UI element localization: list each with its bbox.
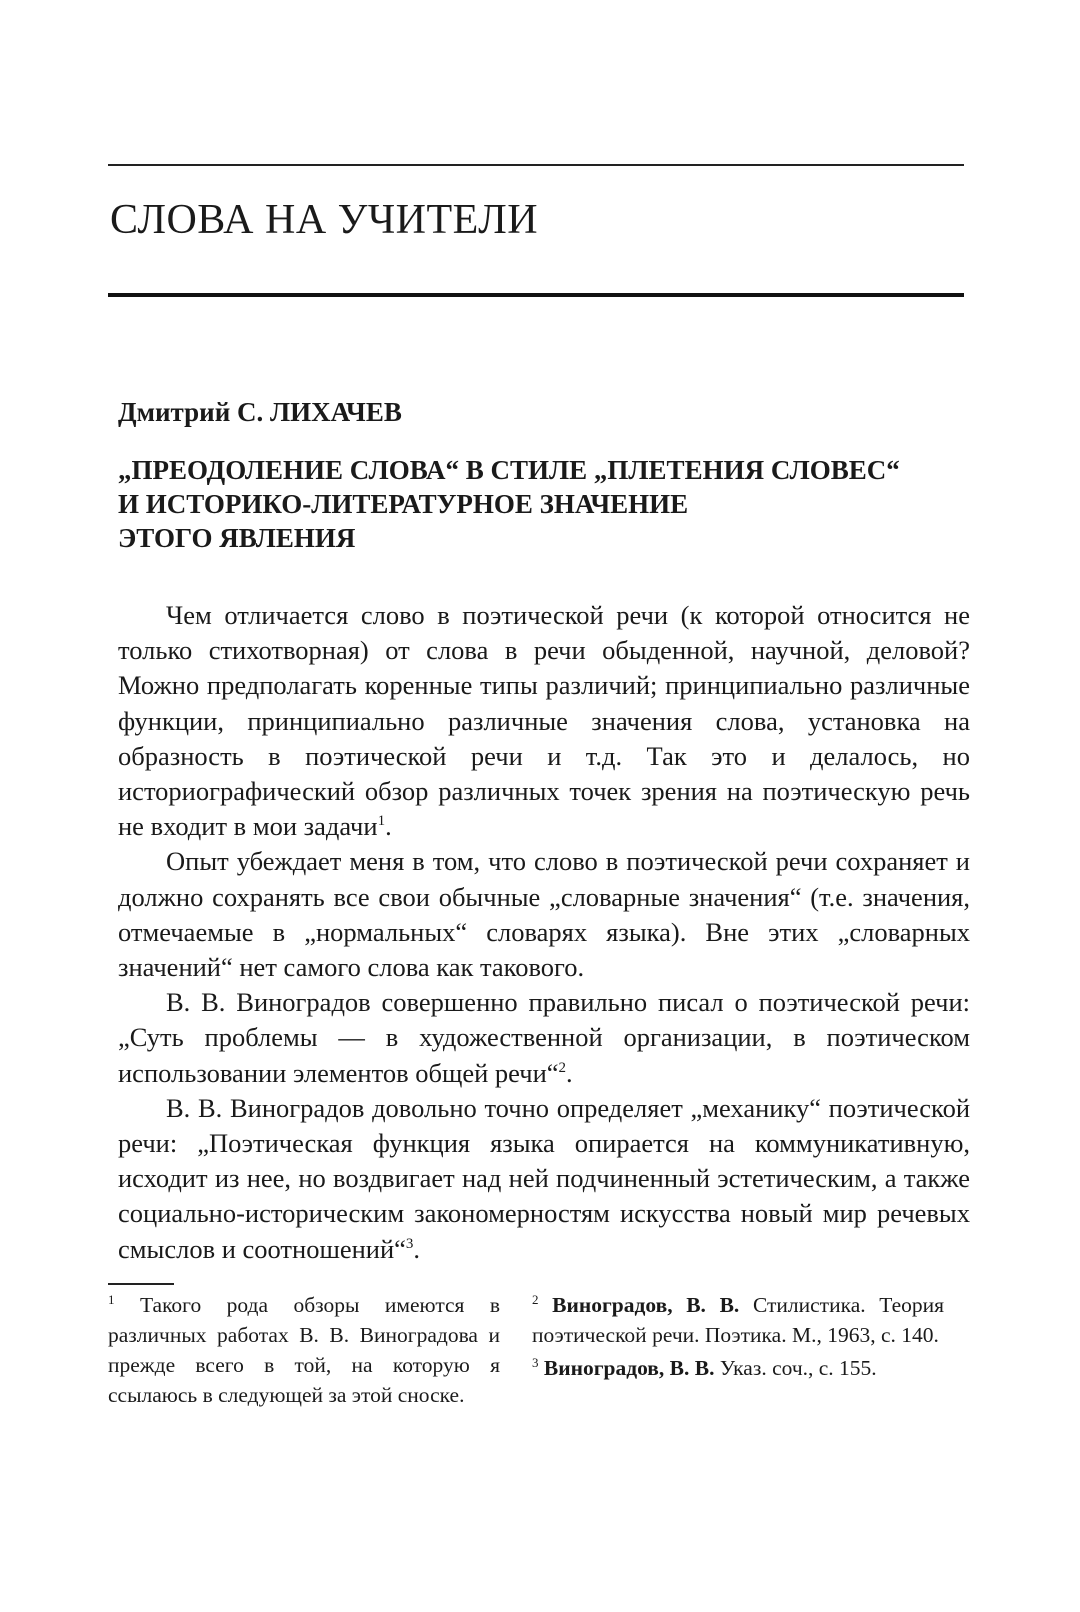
paragraph-text: Опыт убеждает меня в том, что слово в поэтической речи сохраняет и должно сохранять все свои обычные „словарные значения“ (т.е. значения, отмечаемые в „нормальных“ словарях языка). Вне этих „словарных значений“ нет самого слова как такового. xyxy=(118,846,970,983)
footnote-author: Виноградов, В. В. xyxy=(543,1356,715,1380)
footnote-number: 3 xyxy=(532,1354,539,1370)
paragraph xyxy=(118,598,970,844)
section-title: СЛОВА НА УЧИТЕЛИ xyxy=(110,197,539,243)
paragraph-text: В. В. Виноградов довольно точно определяет „механику“ поэтической речи: „Поэтическая функция языка опирается на коммуникативную, исходит из нее, но воздвигает над ней подчиненный эстетическим, а также социально-историческим закономерностям искусства новый мир речевых смыслов и соотношений“ xyxy=(118,1092,970,1264)
footnote-text: Такого рода обзоры имеются в различных работах В. В. Виноградова и прежде всего в той, на которую я ссылаюсь в следующей за этой сноске. xyxy=(108,1293,500,1407)
footnote xyxy=(532,1353,944,1383)
footnote-text: Стилистика. Теория поэтической речи. Поэтика. М., 1963, с. 140. xyxy=(532,1293,945,1347)
article-title xyxy=(118,453,978,555)
footnote-ref: 3 xyxy=(405,1235,414,1252)
paragraph xyxy=(118,985,970,1091)
footnote-rule xyxy=(108,1283,174,1285)
footnotes-column-right xyxy=(532,1290,944,1386)
footnote-number: 1 xyxy=(108,1291,115,1307)
footnotes-column-left xyxy=(108,1290,500,1413)
article-author: Дмитрий С. ЛИХАЧЕВ xyxy=(118,397,402,427)
paragraph-text: В. В. Виноградов совершенно правильно писал о поэтической речи: „Суть проблемы — в художественной организации, в поэтическом использовании элементов общей речи“ xyxy=(118,987,970,1088)
footnote xyxy=(532,1290,944,1350)
article-body xyxy=(118,598,970,1267)
article-title-line: „ПРЕОДОЛЕНИЕ СЛОВА“ В СТИЛЕ „ПЛЕТЕНИЯ СЛОВЕС“ xyxy=(118,455,900,485)
article-title-line: И ИСТОРИКО-ЛИТЕРАТУРНОЕ ЗНАЧЕНИЕ xyxy=(118,489,689,519)
paragraph-tail: . xyxy=(385,811,392,842)
footnote-number: 2 xyxy=(532,1291,539,1307)
top-rule xyxy=(108,164,964,166)
footnote-ref: 2 xyxy=(558,1059,567,1076)
paragraph-text: Чем отличается слово в поэтической речи (к которой относится не только стихотворная) от слова в речи обыденной, научной, деловой? Можно предполагать коренные типы различий; принципиально различные функции, принципиально различные значения слова, установка на образность в поэтической речи и т.д. Так это и делалось, но историографический обзор различных точек зрения на поэтическую речь не входит в мои задачи xyxy=(118,600,970,842)
footnote-text: Указ. соч., с. 155. xyxy=(714,1356,877,1380)
footnote xyxy=(108,1290,500,1410)
paragraph xyxy=(118,844,970,985)
paragraph-tail: . xyxy=(413,1233,421,1264)
paragraph-tail: . xyxy=(566,1057,573,1088)
article-title-line: ЭТОГО ЯВЛЕНИЯ xyxy=(118,523,356,553)
footnote-ref: 1 xyxy=(377,813,386,830)
bottom-rule xyxy=(108,293,964,297)
paragraph xyxy=(118,1091,970,1267)
footnote-author: Виноградов, В. В. xyxy=(552,1293,740,1317)
